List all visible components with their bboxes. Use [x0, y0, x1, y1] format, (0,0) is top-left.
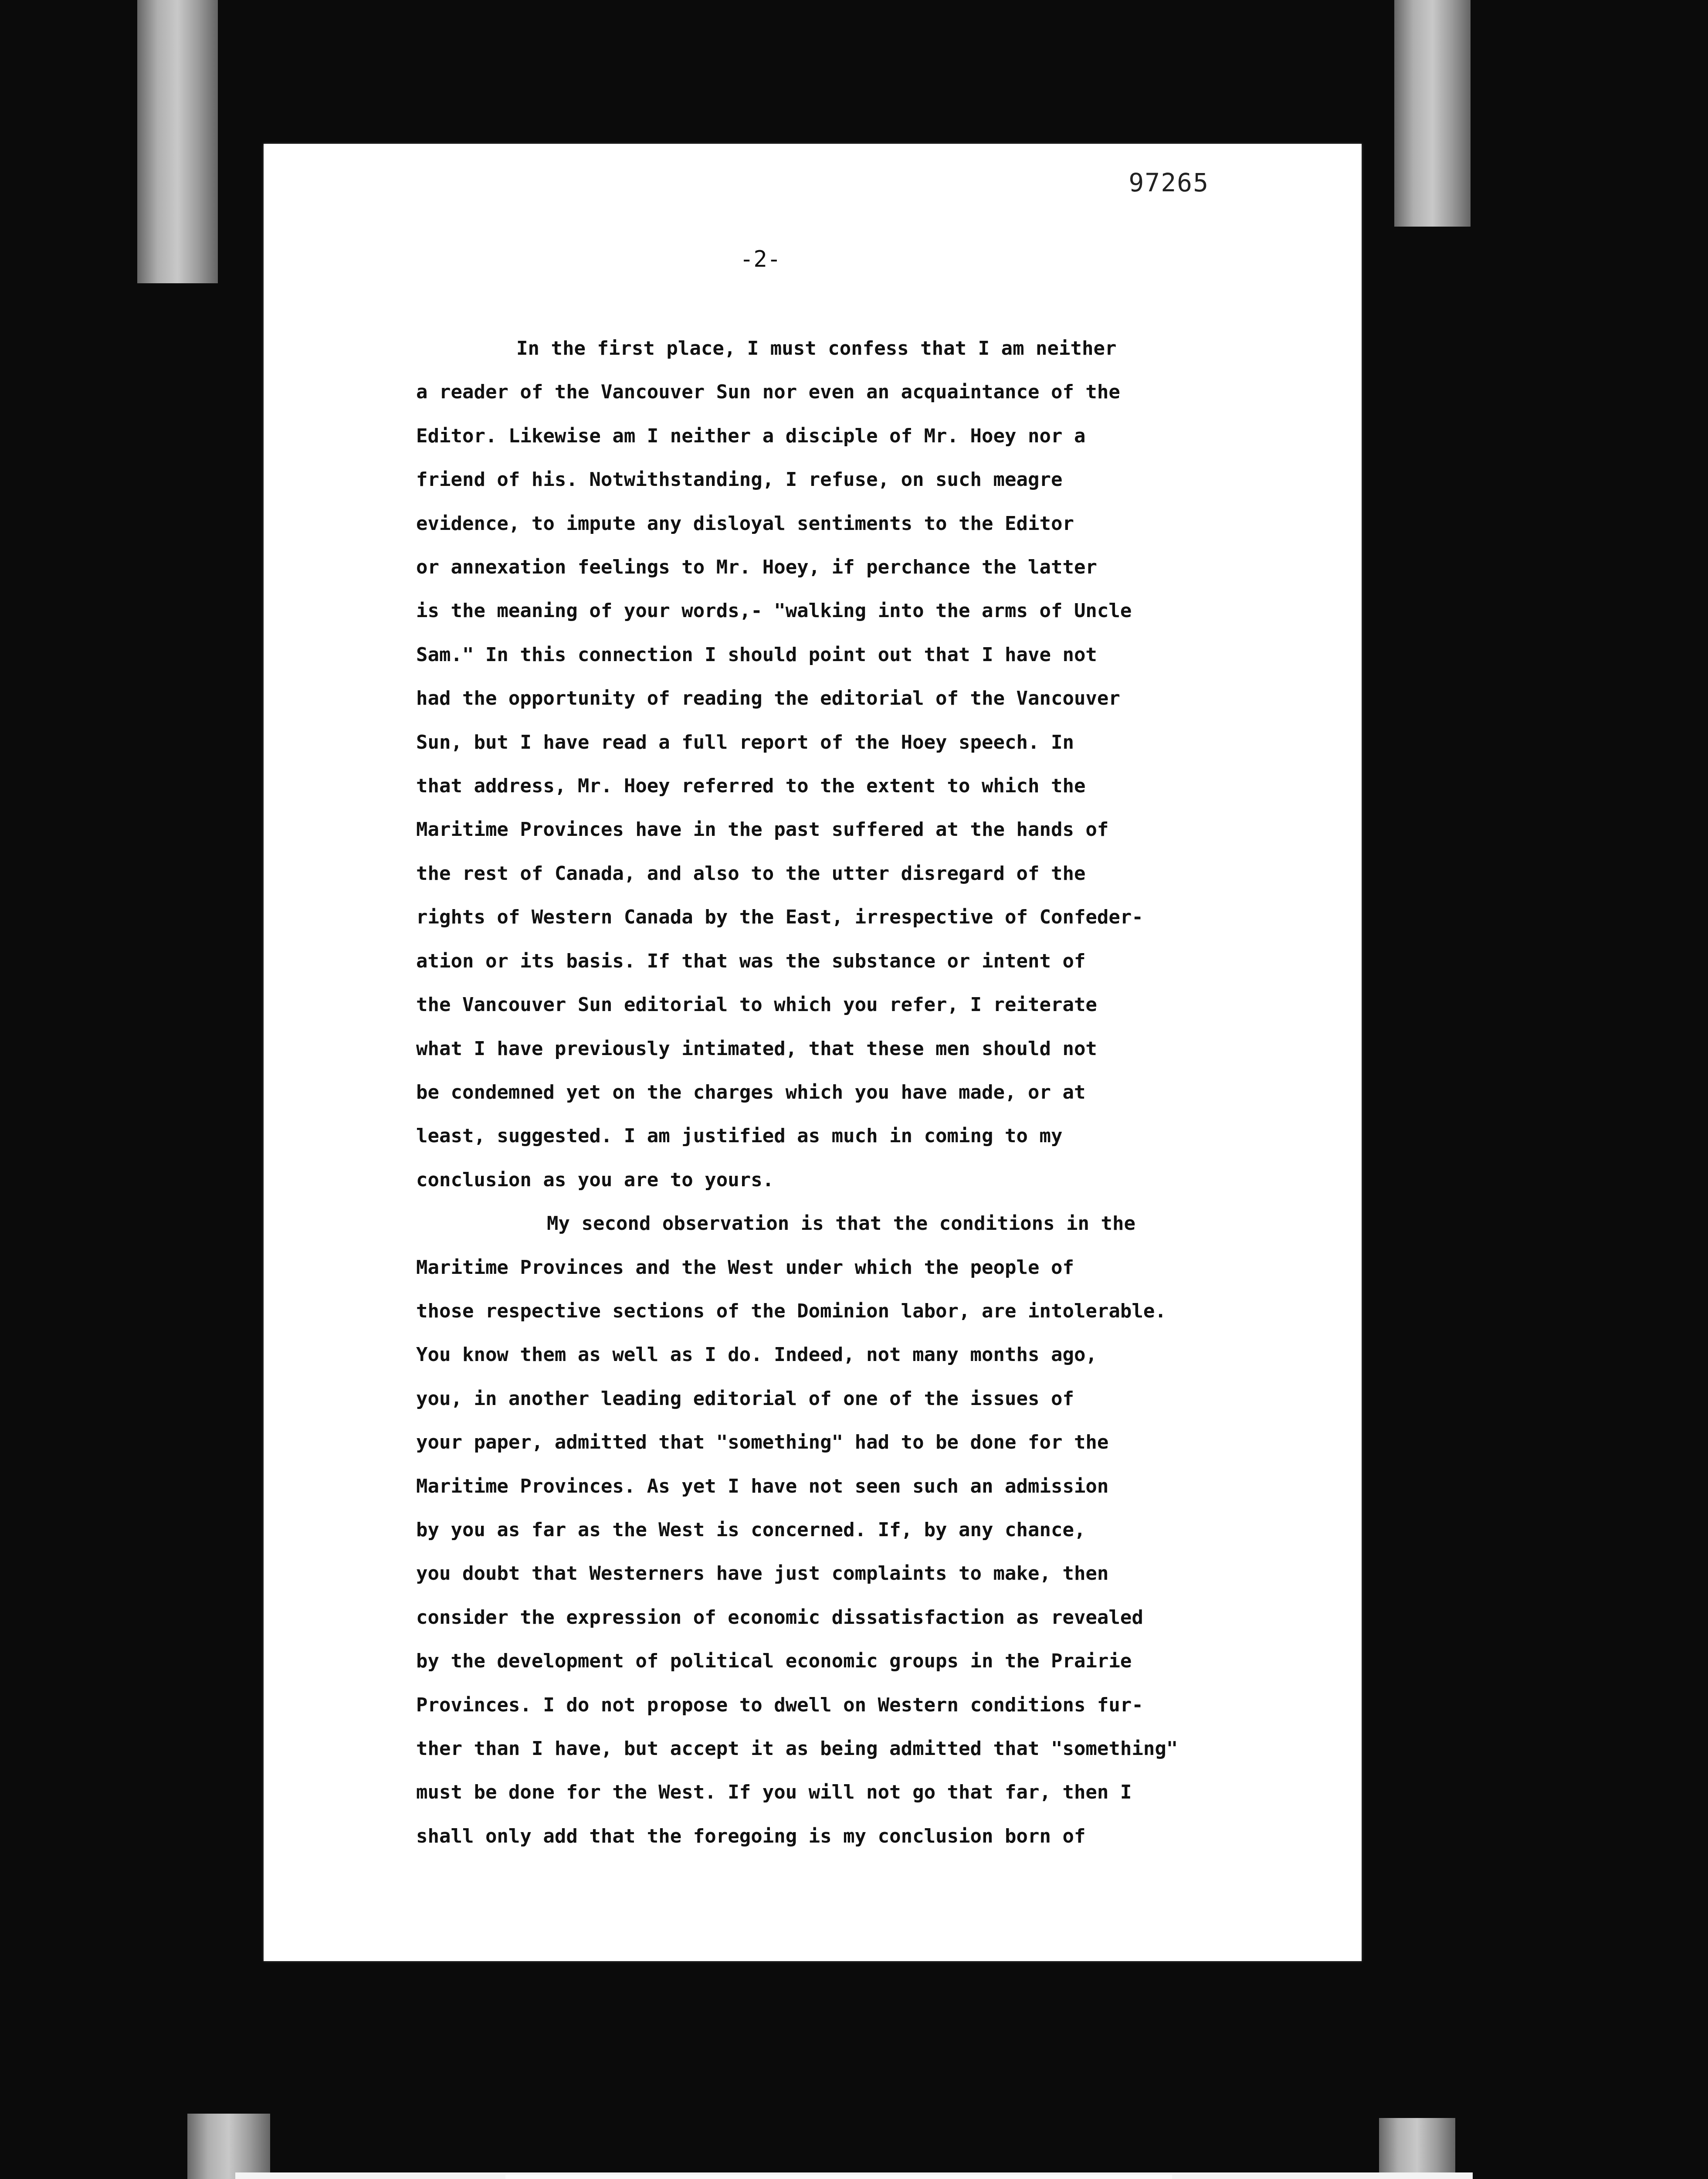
letter-line: Sam." In this connection I should point out that I have not: [416, 643, 1097, 666]
letter-line: the Vancouver Sun editorial to which you refer, I reiterate: [416, 994, 1097, 1016]
letter-line: My second observation is that the conditions in the: [547, 1212, 1136, 1235]
letter-line: that address, Mr. Hoey referred to the extent to which the: [416, 775, 1086, 798]
letter-line: you doubt that Westerners have just complaints to make, then: [416, 1562, 1109, 1585]
letter-line: ther than I have, but accept it as being admitted that "something": [416, 1738, 1178, 1760]
letter-line: be condemned yet on the charges which you have made, or at: [416, 1081, 1086, 1103]
letter-line: Sun, but I have read a full report of the Hoey speech. In: [416, 731, 1074, 753]
letter-line: conclusion as you are to yours.: [416, 1168, 774, 1191]
letter-line: what I have previously intimated, that these men should not: [416, 1037, 1097, 1060]
letter-line: friend of his. Notwithstanding, I refuse, on such meagre: [416, 468, 1063, 491]
letter-body: [416, 327, 1296, 1858]
letter-line: those respective sections of the Dominion labor, are intolerable.: [416, 1300, 1166, 1322]
letter-line: In the first place, I must confess that I am neither: [516, 337, 1117, 360]
letter-line: rights of Western Canada by the East, irrespective of Confeder-: [416, 906, 1143, 929]
page-number: -2-: [740, 246, 781, 272]
letter-line: a reader of the Vancouver Sun nor even an acquaintance of the: [416, 381, 1120, 404]
document-number: 97265: [1128, 168, 1209, 197]
tape-strip-top-left: [137, 0, 218, 283]
letter-line: had the opportunity of reading the editorial of the Vancouver: [416, 687, 1120, 710]
collection-label-strip: [505, 2175, 1172, 2179]
letter-line: consider the expression of economic dissatisfaction as revealed: [416, 1606, 1143, 1629]
letter-line: Maritime Provinces and the West under which the people of: [416, 1256, 1074, 1279]
letter-line: by the development of political economic groups in the Prairie: [416, 1650, 1132, 1673]
letter-line: is the meaning of your words,- "walking into the arms of Uncle: [416, 600, 1132, 622]
letter-line: ation or its basis. If that was the substance or intent of: [416, 950, 1086, 972]
letter-line: You know them as well as I do. Indeed, not many months ago,: [416, 1344, 1097, 1366]
letter-line: Maritime Provinces have in the past suffered at the hands of: [416, 818, 1109, 841]
letter-line: or annexation feelings to Mr. Hoey, if perchance the latter: [416, 556, 1097, 579]
letter-line: you, in another leading editorial of one of the issues of: [416, 1387, 1074, 1410]
letter-line: evidence, to impute any disloyal sentiments to the Editor: [416, 512, 1074, 535]
letter-line: by you as far as the West is concerned. If, by any chance,: [416, 1518, 1086, 1541]
letter-line: Provinces. I do not propose to dwell on Western conditions fur-: [416, 1694, 1143, 1716]
letter-line: must be done for the West. If you will not go that far, then I: [416, 1781, 1132, 1804]
letter-line: Editor. Likewise am I neither a disciple of Mr. Hoey nor a: [416, 424, 1086, 447]
tape-strip-bottom-left: [187, 2114, 270, 2179]
document-page: [264, 144, 1362, 1961]
tape-strip-bottom-right: [1379, 2118, 1455, 2179]
letter-line: shall only add that the foregoing is my conclusion born of: [416, 1825, 1086, 1847]
letter-line: Maritime Provinces. As yet I have not seen such an admission: [416, 1475, 1109, 1497]
letter-line: your paper, admitted that "something" had to be done for the: [416, 1431, 1109, 1454]
tape-strip-top-right: [1394, 0, 1471, 227]
letter-line: the rest of Canada, and also to the utter disregard of the: [416, 862, 1086, 885]
letter-line: least, suggested. I am justified as much in coming to my: [416, 1125, 1063, 1147]
